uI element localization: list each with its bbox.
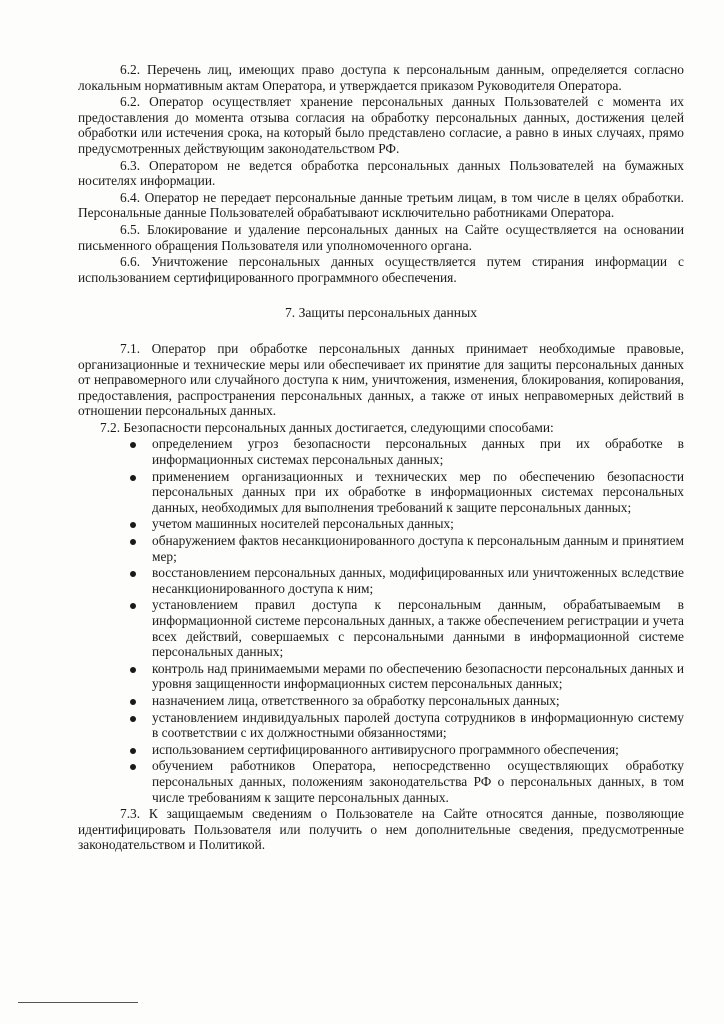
- security-methods-list: [78, 436, 684, 805]
- list-item: контроль над принимаемыми мерами по обеспечению безопасности персональных данных и уровня защищенности информационных систем персональных данных;: [78, 661, 684, 692]
- paragraph-6-2-list: 6.2. Перечень лиц, имеющих право доступа к персональным данным, определяется согласно локальным нормативным актам Оператора, и утверждается приказом Руководителя Оператора.: [78, 62, 684, 93]
- list-item: определением угроз безопасности персональных данных при их обработке в информационных системах персональных данных;: [78, 436, 684, 467]
- bullet-icon: [130, 764, 136, 770]
- list-item: обнаружением фактов несанкционированного доступа к персональным данным и принятием мер;: [78, 533, 684, 564]
- list-item: применением организационных и технических мер по обеспечению безопасности персональных данных при их обработке в информационных системах персональных данных, необходимых для выполнения требований к защите персональных данных;: [78, 469, 684, 516]
- list-item: установлением индивидуальных паролей доступа сотрудников в информационную систему в соответствии с их должностными обязанностями;: [78, 710, 684, 741]
- list-item: установлением правил доступа к персональным данным, обрабатываемым в информационной системе персональных данных, а также обеспечением регистрации и учета всех действий, совершаемых с персональными данными в информационной системе персональных данных;: [78, 597, 684, 659]
- footer-rule: [18, 1002, 138, 1003]
- paragraph-7-2: 7.2. Безопасности персональных данных достигается, следующими способами:: [100, 419, 554, 435]
- bullet-icon: [130, 475, 136, 481]
- paragraph-6-6: 6.6. Уничтожение персональных данных осуществляется путем стирания информации с использованием сертифицированного программного обеспечения.: [78, 254, 684, 285]
- bullet-icon: [130, 522, 136, 528]
- bullet-icon: [130, 539, 136, 545]
- paragraph-6-5: 6.5. Блокирование и удаление персональных данных на Сайте осуществляется на основании письменного обращения Пользователя или уполномоченного органа.: [78, 221, 684, 253]
- bullet-icon: [130, 716, 136, 722]
- list-item: назначением лица, ответственного за обработку персональных данных;: [78, 693, 684, 709]
- list-item: обучением работников Оператора, непосредственно осуществляющих обработку персональных данных, положениям законодательства РФ о персональных данных, в том числе требованиям к защите персональных данных.: [78, 758, 684, 805]
- bullet-icon: [130, 748, 136, 754]
- paragraph-6-3: 6.3. Оператором не ведется обработка персональных данных Пользователей на бумажных носителях информации.: [78, 157, 684, 189]
- list-item: использованием сертифицированного антивирусного программного обеспечения;: [78, 742, 684, 758]
- list-item: учетом машинных носителей персональных данных;: [78, 516, 684, 532]
- bullet-icon: [130, 442, 136, 448]
- list-item: восстановлением персональных данных, модифицированных или уничтоженных вследствие несанкционированного доступа к ним;: [78, 565, 684, 596]
- paragraph-7-3: 7.3. К защищаемым сведениям о Пользователе на Сайте относятся данные, позволяющие идентифицировать Пользователя или получить о нем дополнительные сведения, предусмотренные законодательством и Политикой.: [78, 806, 684, 853]
- paragraph-7-1: 7.1. Оператор при обработке персональных данных принимает необходимые правовые, организационные и технические меры или обеспечивает их принятие для защиты персональных данных от неправомерного или случайного доступа к ним, уничтожения, изменения, блокирования, копирования, предоставления, распространения персональных данных, а также от иных неправомерных действий в отношении персональных данных.: [78, 340, 684, 419]
- bullet-icon: [130, 571, 136, 577]
- bullet-icon: [130, 667, 136, 673]
- section-heading-7: 7. Защиты персональных данных: [284, 305, 478, 321]
- document-body: [78, 62, 684, 854]
- paragraph-6-4: 6.4. Оператор не передает персональные данные третьим лицам, в том числе в целях обработки. Персональные данные Пользователей обрабатывают исключительно работниками Оператора.: [78, 189, 684, 221]
- bullet-icon: [130, 603, 136, 609]
- paragraph-6-2-storage: 6.2. Оператор осуществляет хранение персональных данных Пользователей с момента их предоставления до момента отзыва согласия на обработку персональных данных, достижения целей обработки или истечения срока, на который было представлено согласие, а равно в иных случаях, прямо предусмотренных действующим законодательством РФ.: [78, 94, 684, 156]
- bullet-icon: [130, 699, 136, 705]
